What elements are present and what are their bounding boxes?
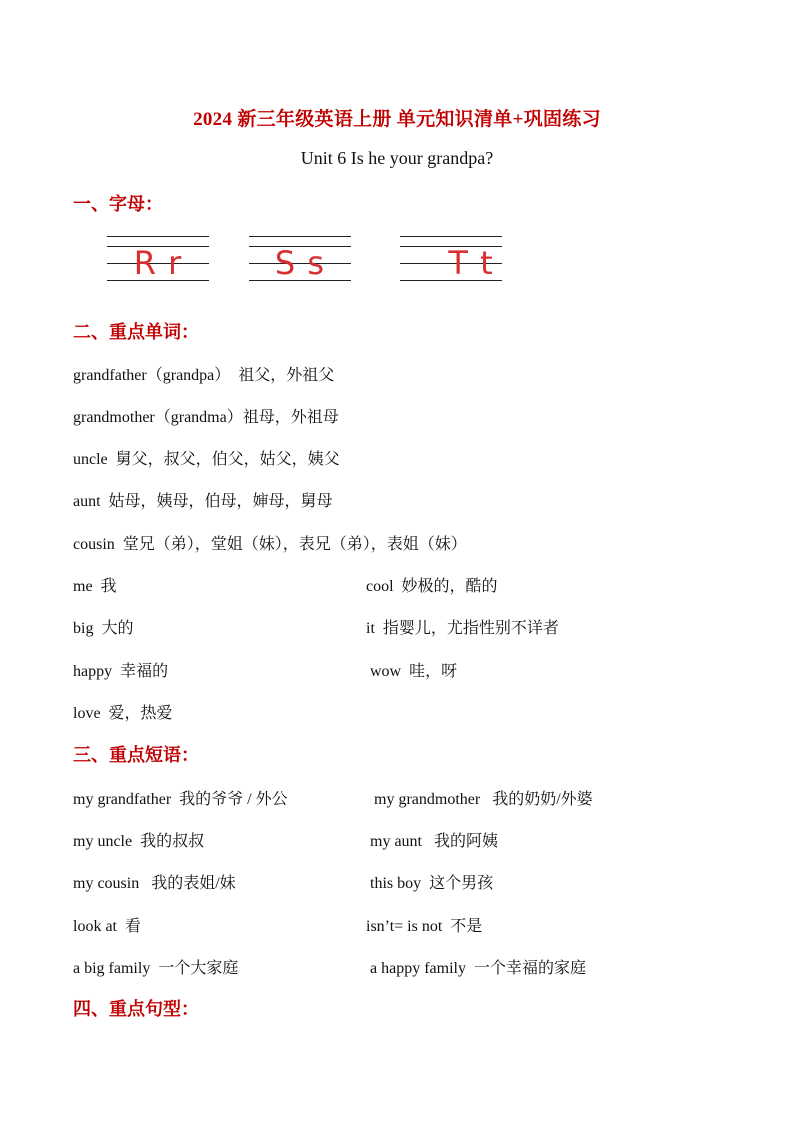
phrase-item: my uncle 我的叔叔 [73, 833, 205, 850]
vocab-item: me 我 [73, 578, 117, 595]
vocab-item: it 指婴儿，尤指性别不详者 [366, 620, 559, 637]
vocab-item: aunt 姑母，姨母，伯母，婶母，舅母 [73, 493, 333, 510]
vocab-item: big 大的 [73, 620, 134, 637]
unit-subtitle: Unit 6 Is he your grandpa? [300, 148, 494, 168]
vocab-item: cousin 堂兄（弟），堂姐（妹），表兄（弟），表姐（妹） [73, 536, 467, 553]
letter-grid [107, 226, 209, 286]
phrase-item: my cousin 我的表姐/妹 [73, 875, 236, 892]
vocab-item: wow 哇，呀 [366, 663, 458, 680]
phrase-item: my grandmother 我的奶奶/外婆 [366, 791, 593, 808]
phrase-item: a big family 一个大家庭 [73, 960, 239, 977]
grid-line [249, 236, 351, 237]
phrase-item: look at 看 [73, 918, 141, 935]
grid-line [400, 236, 502, 237]
words-heading: 二、重点单词： [73, 322, 199, 342]
phrase-item: isn’t= is not 不是 [366, 918, 483, 935]
sentences-heading: 四、重点句型： [73, 999, 199, 1019]
phrase-item: my aunt 我的阿姨 [366, 833, 498, 850]
letter-pair: T t [448, 244, 494, 282]
vocab-item: happy 幸福的 [73, 663, 169, 680]
grid-line [107, 236, 209, 237]
document-title: 2024 新三年级英语上册 单元知识清单+巩固练习 [193, 109, 601, 130]
letters-heading: 一、字母： [73, 194, 163, 214]
letter-grid [249, 226, 351, 286]
vocab-item: uncle 舅父，叔父，伯父，姑父，姨父 [73, 451, 340, 468]
phrase-item: a happy family 一个幸福的家庭 [366, 960, 586, 977]
letter-pair: S s [274, 244, 326, 282]
letter-grid [400, 226, 502, 286]
vocab-item: love 爱，热爱 [73, 705, 173, 722]
vocab-item: grandmother（grandma）祖母，外祖母 [73, 409, 339, 426]
phrase-item: this boy 这个男孩 [366, 875, 494, 892]
phrase-item: my grandfather 我的爷爷 / 外公 [73, 791, 288, 808]
phrases-heading: 三、重点短语： [73, 745, 199, 765]
vocab-item: grandfather（grandpa） 祖父，外祖父 [73, 367, 335, 384]
vocab-item: cool 妙极的，酷的 [366, 578, 498, 595]
letter-pair: R r [133, 244, 183, 282]
